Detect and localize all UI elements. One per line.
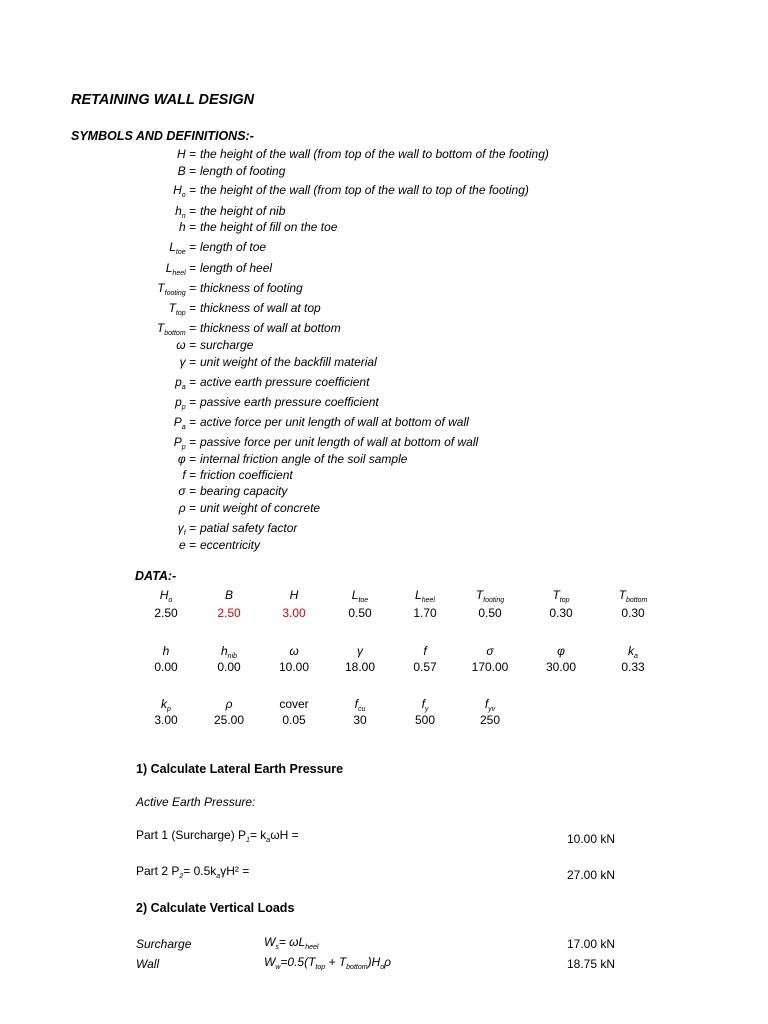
data-value: 2.50 bbox=[217, 606, 241, 620]
data-value: 0.33 bbox=[621, 660, 645, 674]
definition-symbol: $p_p$ = bbox=[175, 395, 196, 411]
data-value: 3.00 bbox=[282, 606, 306, 620]
definition-description: length of toe bbox=[200, 240, 267, 254]
data-symbol: B bbox=[224, 588, 233, 602]
part1-value: 10.00 kN bbox=[567, 832, 616, 846]
definition-symbol: $L_{heel}$ = bbox=[165, 261, 196, 277]
data-symbol: $T_{top}$ bbox=[552, 588, 570, 604]
definition-symbol: h = bbox=[178, 220, 196, 234]
data-value: 2.50 bbox=[154, 606, 178, 620]
data-value: 250 bbox=[479, 713, 501, 727]
definition-description: length of footing bbox=[200, 164, 286, 178]
definitions-heading: SYMBOLS AND DEFINITIONS:- bbox=[71, 129, 254, 143]
definition-description: active earth pressure coefficient bbox=[200, 375, 370, 389]
definition-symbol: $P_a$ = bbox=[173, 415, 196, 431]
definition-description: bearing capacity bbox=[200, 484, 288, 498]
data-symbol: $h_{nib}$ bbox=[220, 644, 238, 660]
definition-symbol: γ = bbox=[179, 355, 196, 369]
definition-row bbox=[0, 375, 740, 391]
section1-subheading: Active Earth Pressure: bbox=[136, 795, 256, 809]
definition-description: passive earth pressure coefficient bbox=[200, 395, 379, 409]
definition-symbol: e = bbox=[178, 538, 196, 552]
data-symbol: $L_{heel}$ bbox=[415, 588, 435, 604]
definition-row bbox=[0, 164, 740, 180]
definition-row bbox=[0, 355, 740, 371]
definition-symbol: B = bbox=[177, 164, 196, 178]
load-value: 17.00 kN bbox=[567, 937, 616, 951]
load-formula: $W_w=0.5(T_{top} + T_{bottom})H_o\rho$ bbox=[264, 955, 392, 971]
data-heading: DATA:- bbox=[135, 569, 177, 583]
definition-row bbox=[0, 415, 740, 431]
definition-symbol: $T_{top}$ = bbox=[168, 301, 196, 317]
definition-row bbox=[0, 240, 740, 256]
definition-row bbox=[0, 301, 740, 317]
definition-row bbox=[0, 183, 740, 199]
definition-row bbox=[0, 204, 740, 220]
data-value: 25.00 bbox=[213, 713, 245, 727]
definition-row bbox=[0, 538, 740, 554]
definition-symbol: $L_{toe}$ = bbox=[169, 240, 196, 256]
data-value: 0.50 bbox=[478, 606, 502, 620]
data-value: 0.00 bbox=[217, 660, 241, 674]
definition-row bbox=[0, 321, 740, 337]
definition-row bbox=[0, 435, 740, 451]
definition-description: surcharge bbox=[200, 338, 254, 352]
definition-description: eccentricity bbox=[200, 538, 261, 552]
page-title: RETAINING WALL DESIGN bbox=[71, 92, 255, 108]
definition-description: patial safety factor bbox=[200, 521, 298, 535]
load-label: Surcharge bbox=[136, 937, 192, 951]
load-value: 18.75 kN bbox=[567, 957, 616, 971]
definition-description: thickness of wall at top bbox=[200, 301, 321, 315]
definition-description: active force per unit length of wall at bottom of wall bbox=[200, 415, 469, 429]
load-formula: $W_s= \omega L_{heel}$ bbox=[264, 935, 319, 951]
data-symbol: $L_{toe}$ bbox=[351, 588, 369, 604]
section2-heading: 2) Calculate Vertical Loads bbox=[136, 901, 295, 915]
definition-row bbox=[0, 338, 740, 354]
definition-symbol: $p_a$ = bbox=[175, 375, 196, 391]
definition-symbol: $P_p$ = bbox=[173, 435, 196, 451]
definition-symbol: $T_{bottom}$ = bbox=[156, 321, 196, 337]
data-value: 0.30 bbox=[549, 606, 573, 620]
definition-symbol: H = bbox=[176, 147, 196, 161]
definition-row bbox=[0, 501, 740, 517]
data-symbol: f bbox=[423, 644, 427, 658]
definition-symbol: $\gamma_f$ = bbox=[177, 521, 196, 537]
data-symbol: $T_{bottom}$ bbox=[618, 588, 648, 604]
definition-symbol: $T_{footing}$ = bbox=[157, 281, 196, 297]
data-value: 0.57 bbox=[413, 660, 437, 674]
part2-value: 27.00 kN bbox=[567, 868, 616, 882]
definition-description: friction coefficient bbox=[200, 468, 293, 482]
definition-row bbox=[0, 484, 740, 500]
data-symbol: γ bbox=[357, 644, 363, 658]
data-value: 500 bbox=[414, 713, 436, 727]
data-value: 10.00 bbox=[278, 660, 310, 674]
data-symbol: $f_{cu}$ bbox=[354, 697, 366, 713]
data-value: 30 bbox=[353, 713, 367, 727]
data-symbol: φ bbox=[557, 644, 565, 658]
definition-description: the height of fill on the toe bbox=[200, 220, 338, 234]
data-symbol: $k_a$ bbox=[628, 644, 638, 660]
definition-description: the height of nib bbox=[200, 204, 286, 218]
data-symbol: $f_{yv}$ bbox=[484, 697, 496, 713]
definition-description: unit weight of concrete bbox=[200, 501, 321, 515]
definition-row bbox=[0, 147, 740, 163]
data-value: 0.50 bbox=[348, 606, 372, 620]
definition-description: length of heel bbox=[200, 261, 273, 275]
data-value: 0.30 bbox=[621, 606, 645, 620]
data-value: 0.05 bbox=[282, 713, 306, 727]
definition-row bbox=[0, 281, 740, 297]
definition-description: the height of the wall (from top of the wall to top of the footing) bbox=[200, 183, 529, 197]
part1-formula: Part 1 (Surcharge) $P_1= k_a\omega H$ = bbox=[136, 828, 299, 844]
data-value: 0.00 bbox=[154, 660, 178, 674]
section1-heading: 1) Calculate Lateral Earth Pressure bbox=[136, 762, 344, 776]
definition-symbol: φ = bbox=[177, 452, 196, 466]
definition-description: passive force per unit length of wall at bottom of wall bbox=[200, 435, 479, 449]
data-symbol: $H_o$ bbox=[159, 588, 173, 604]
definition-symbol: σ = bbox=[178, 484, 196, 498]
data-value: 170.00 bbox=[471, 660, 509, 674]
definition-symbol: ω = bbox=[176, 338, 196, 352]
data-value: 3.00 bbox=[154, 713, 178, 727]
definition-description: thickness of wall at bottom bbox=[200, 321, 341, 335]
definition-symbol: ρ = bbox=[178, 501, 196, 515]
data-symbol: $f_y$ bbox=[421, 697, 429, 713]
data-symbol: h bbox=[162, 644, 170, 658]
definition-symbol: f = bbox=[182, 468, 196, 482]
data-value: 18.00 bbox=[344, 660, 376, 674]
load-label: Wall bbox=[136, 957, 160, 971]
definition-description: unit weight of the backfill material bbox=[200, 355, 377, 369]
data-symbol: σ bbox=[486, 644, 494, 658]
definition-row bbox=[0, 261, 740, 277]
definition-row bbox=[0, 521, 740, 537]
data-symbol: cover bbox=[279, 697, 309, 711]
definition-symbol: $H_o$ = bbox=[173, 183, 196, 199]
definition-symbol: $h_n$ = bbox=[175, 204, 196, 220]
definition-description: thickness of footing bbox=[200, 281, 303, 295]
data-symbol: $T_{footing}$ bbox=[475, 588, 505, 604]
definition-row bbox=[0, 220, 740, 236]
definition-row bbox=[0, 468, 740, 484]
definition-row bbox=[0, 452, 740, 468]
data-value: 30.00 bbox=[545, 660, 577, 674]
part2-formula: Part 2 $P_2= 0.5k_a\gamma H^2$ = bbox=[136, 864, 250, 880]
data-symbol: ω bbox=[289, 644, 299, 658]
data-symbol: H bbox=[289, 588, 299, 602]
definition-description: the height of the wall (from top of the wall to bottom of the footing) bbox=[200, 147, 549, 161]
definition-description: internal friction angle of the soil sample bbox=[200, 452, 408, 466]
data-symbol: ρ bbox=[225, 697, 233, 711]
definition-row bbox=[0, 395, 740, 411]
data-symbol: $k_p$ bbox=[161, 697, 171, 713]
data-value: 1.70 bbox=[413, 606, 437, 620]
